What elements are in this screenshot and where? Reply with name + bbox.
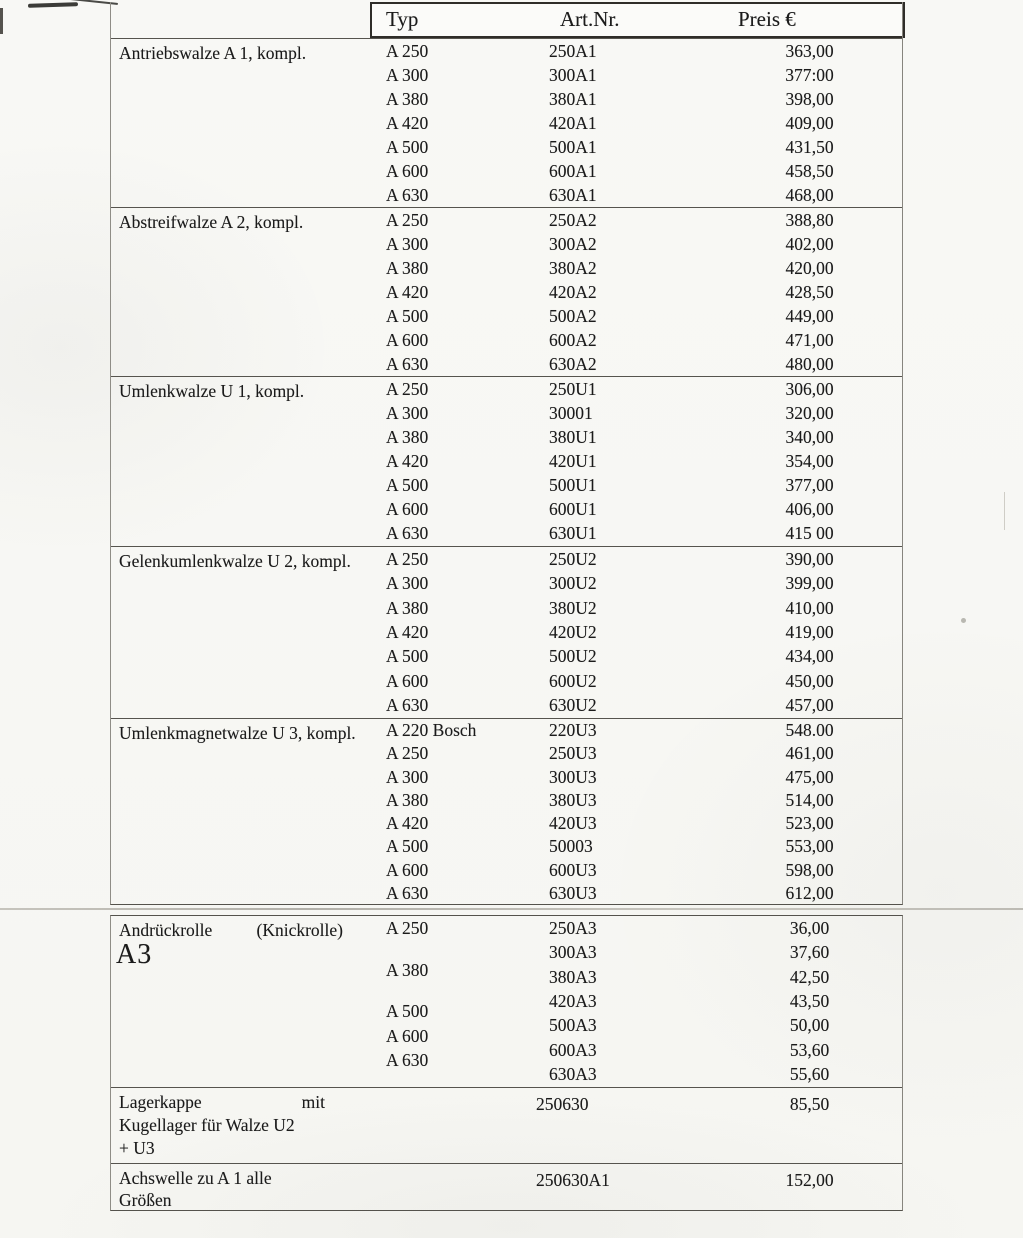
table-row [371, 1088, 902, 1115]
artnr-value: 300A2 [549, 233, 597, 254]
price-value: 598,00 [785, 859, 834, 880]
price-value: 415 00 [785, 523, 834, 544]
artnr-value: 250630A1 [536, 1170, 610, 1190]
product-name-cell [111, 39, 371, 207]
typ-value: A 420 [386, 621, 429, 642]
artnr-value: 50003 [549, 836, 593, 857]
product-name-text: Achswelle zu A 1 alle [119, 1168, 272, 1188]
table-row [371, 328, 902, 352]
typ-value: A 300 [386, 402, 429, 423]
typ-value: A 500 [386, 136, 429, 157]
artnr-value: 420A3 [549, 990, 597, 1011]
artnr-value: 380U1 [549, 426, 597, 447]
product-name-text: + U3 [119, 1138, 155, 1158]
artnr-value: 380U2 [549, 597, 597, 618]
table-row [371, 1164, 902, 1191]
table-row [371, 835, 902, 858]
typ-value: A 250 [386, 209, 429, 230]
typ-value: A 250 [386, 917, 429, 938]
section-u2 [111, 546, 902, 718]
table-row [371, 859, 902, 882]
artnr-value: 380A2 [549, 257, 597, 278]
typ-value: A 600 [386, 1025, 429, 1046]
product-name-line [119, 1091, 361, 1114]
artnr-value: 250A2 [549, 209, 597, 230]
header-preis: Preis € [738, 7, 796, 31]
table-row [371, 882, 902, 905]
product-name-cell [111, 1088, 371, 1163]
section-rows [371, 1088, 902, 1163]
section-a2 [111, 207, 902, 376]
artnr-value: 250630 [536, 1094, 589, 1114]
table-row [371, 789, 902, 812]
table-row [371, 694, 902, 718]
section-rows [371, 916, 902, 1087]
table-row [371, 232, 902, 256]
price-value: 450,00 [785, 670, 834, 691]
typ-value: A 600 [386, 499, 429, 520]
table-row [371, 87, 902, 111]
product-name-cell [111, 1164, 371, 1210]
price-value: 468,00 [785, 184, 834, 205]
header-typ: Typ [386, 7, 419, 31]
typ-value: A 420 [386, 281, 429, 302]
price-value: 457,00 [785, 695, 834, 716]
table-row [371, 159, 902, 183]
typ-value: A 300 [386, 233, 429, 254]
product-name-cell [111, 547, 371, 718]
table-row [371, 135, 902, 159]
artnr-value: 300A1 [549, 64, 597, 85]
price-value: 402,00 [785, 233, 834, 254]
price-value: 50,00 [789, 1015, 830, 1036]
header-artnr: Art.Nr. [560, 7, 620, 31]
table-row [371, 766, 902, 789]
price-value: 612,00 [785, 882, 834, 903]
scan-seam-line [0, 908, 1023, 910]
artnr-value: 600U2 [549, 670, 597, 691]
typ-value: A 220 Bosch [386, 720, 477, 741]
typ-value: A 630 [386, 353, 429, 374]
table-row [371, 449, 902, 473]
price-value: 434,00 [785, 646, 834, 667]
artnr-value: 250A3 [549, 917, 597, 938]
price-value: 480,00 [785, 353, 834, 374]
price-table-lower [110, 915, 903, 1211]
table-row [371, 1050, 902, 1087]
price-value: 152,00 [785, 1170, 834, 1190]
product-name-cell [111, 208, 371, 376]
product-name-text: Größen [119, 1190, 172, 1210]
table-row [371, 498, 902, 522]
typ-value: A 250 [386, 548, 429, 569]
table-row [371, 425, 902, 449]
artnr-value: 600A3 [549, 1039, 597, 1060]
section-u1 [111, 376, 902, 546]
price-value: 514,00 [785, 789, 834, 810]
typ-value: A 630 [386, 695, 429, 716]
price-value: 390,00 [785, 548, 834, 569]
price-table-upper [110, 2, 903, 905]
price-value: 37,60 [789, 942, 830, 963]
table-row [371, 916, 902, 940]
product-name-line [116, 939, 361, 970]
price-value: 377,00 [785, 475, 834, 496]
typ-value: A 500 [386, 1001, 429, 1022]
artnr-value: 300U3 [549, 766, 597, 787]
price-value: 410,00 [785, 597, 834, 618]
product-name-text: Umlenkwalze U 1, kompl. [119, 381, 305, 401]
typ-value: A 600 [386, 670, 429, 691]
typ-value: A 250 [386, 378, 429, 399]
section-achs [111, 1163, 902, 1210]
artnr-value: 300U2 [549, 573, 597, 594]
product-name-line [119, 722, 361, 745]
typ-value: A 380 [386, 88, 429, 109]
product-name-cell [111, 719, 371, 905]
price-value: 340,00 [785, 426, 834, 447]
table-row [371, 304, 902, 328]
section-rows [371, 547, 902, 718]
product-name-line [119, 1167, 361, 1189]
table-row [371, 596, 902, 620]
artnr-value: 380A3 [549, 966, 597, 987]
artnr-value: 250U1 [549, 378, 597, 399]
typ-value: A 500 [386, 836, 429, 857]
section-rows [371, 1164, 902, 1210]
product-name-line [119, 550, 361, 573]
table-row [371, 39, 902, 63]
typ-value: A 420 [386, 112, 429, 133]
product-name-text: Antriebswalze A 1, kompl. [119, 43, 307, 63]
artnr-value: 250A1 [549, 40, 597, 61]
artnr-value: 380A1 [549, 88, 597, 109]
product-name-text: mit [301, 1092, 325, 1112]
typ-value: A 300 [386, 766, 429, 787]
typ-value: A 380 [386, 426, 429, 447]
price-value: 458,50 [785, 160, 834, 181]
price-value: 354,00 [785, 450, 834, 471]
artnr-value: 630U3 [549, 882, 597, 903]
scan-corner-mark [28, 2, 78, 8]
table-row [371, 377, 902, 401]
table-row [371, 208, 902, 232]
artnr-value: 420U1 [549, 450, 597, 471]
product-name-text: Gelenkumlenkwalze U 2, kompl. [119, 551, 351, 571]
price-value: 377:00 [785, 64, 834, 85]
price-value: 399,00 [785, 573, 834, 594]
table-row [371, 256, 902, 280]
typ-value: A 380 [386, 597, 429, 618]
artnr-value: 630U2 [549, 695, 597, 716]
typ-value: A 630 [386, 882, 429, 903]
price-value: 420,00 [785, 257, 834, 278]
price-value: 398,00 [785, 88, 834, 109]
artnr-value: 630A1 [549, 184, 597, 205]
product-name-text: (Knickrolle) [256, 920, 343, 940]
price-value: 388,80 [785, 209, 834, 230]
product-name-line [119, 380, 361, 403]
product-name-line [119, 919, 361, 942]
price-value: 36,00 [789, 917, 830, 938]
typ-value: A 500 [386, 646, 429, 667]
price-value: 419,00 [785, 621, 834, 642]
scan-speck [961, 618, 966, 623]
typ-value: A 630 [386, 184, 429, 205]
price-value: 475,00 [785, 766, 834, 787]
price-value: 461,00 [785, 743, 834, 764]
artnr-value: 380U3 [549, 789, 597, 810]
table-row [371, 669, 902, 693]
product-name-cell [111, 377, 371, 546]
section-rows [371, 719, 902, 905]
section-rows [371, 39, 902, 207]
typ-value: A 500 [386, 305, 429, 326]
artnr-value: 630U1 [549, 523, 597, 544]
price-value: 431,50 [785, 136, 834, 157]
table-row [371, 959, 902, 989]
typ-value: A 630 [386, 1050, 429, 1071]
table-row [371, 352, 902, 376]
artnr-value: 600U3 [549, 859, 597, 880]
artnr-value: 300A3 [549, 942, 597, 963]
scan-left-edge-mark [0, 8, 3, 34]
table-row [371, 111, 902, 135]
section-a1 [111, 38, 902, 207]
price-value: 449,00 [785, 305, 834, 326]
table-row [371, 719, 902, 742]
table-row [371, 547, 902, 571]
typ-value: A 300 [386, 573, 429, 594]
table-row [371, 620, 902, 644]
product-name-text: Kugellager für Walze U2 [119, 1115, 295, 1135]
price-value: 320,00 [785, 402, 834, 423]
price-value: 406,00 [785, 499, 834, 520]
product-name-text: Andrückrolle [119, 920, 213, 940]
typ-value: A 600 [386, 329, 429, 350]
price-value: 42,50 [789, 966, 830, 987]
typ-value: A 380 [386, 959, 429, 980]
typ-value: A 380 [386, 789, 429, 810]
price-value: 428,50 [785, 281, 834, 302]
header-gap [111, 2, 902, 38]
typ-value: A 300 [386, 64, 429, 85]
product-name-text: Umlenkmagnetwalze U 3, kompl. [119, 723, 356, 743]
section-lager [111, 1087, 902, 1163]
table-row [371, 522, 902, 546]
table-row [371, 183, 902, 207]
table-row [371, 474, 902, 498]
artnr-value: 30001 [549, 402, 593, 423]
typ-value: A 500 [386, 475, 429, 496]
price-value: 523,00 [785, 813, 834, 834]
artnr-value: 420A1 [549, 112, 597, 133]
section-rows [371, 208, 902, 376]
price-value: 306,00 [785, 378, 834, 399]
product-name-text: Abstreifwalze A 2, kompl. [119, 212, 304, 232]
artnr-value: 420U2 [549, 621, 597, 642]
price-value: 548.00 [785, 720, 834, 741]
price-value: 409,00 [785, 112, 834, 133]
product-name-line [119, 1137, 361, 1160]
product-name-line [119, 1114, 361, 1137]
artnr-value: 600A2 [549, 329, 597, 350]
artnr-value: 500A2 [549, 305, 597, 326]
price-value: 55,60 [789, 1064, 830, 1085]
price-value: 53,60 [789, 1039, 830, 1060]
table-row [371, 280, 902, 304]
product-name-line [119, 42, 361, 65]
typ-value: A 420 [386, 813, 429, 834]
artnr-value: 420U3 [549, 813, 597, 834]
table-row [371, 645, 902, 669]
scan-crease-line [1004, 492, 1005, 530]
artnr-value: 250U3 [549, 743, 597, 764]
artnr-value: 630A3 [549, 1064, 597, 1085]
table-row [371, 571, 902, 595]
typ-value: A 250 [386, 40, 429, 61]
price-value: 363,00 [785, 40, 834, 61]
product-name-cell [111, 916, 371, 1087]
artnr-value: 420A2 [549, 281, 597, 302]
table-row [371, 401, 902, 425]
section-rows [371, 377, 902, 546]
product-name-text: Lagerkappe [119, 1092, 202, 1112]
table-row [371, 812, 902, 835]
product-name-line [119, 1189, 361, 1211]
section-a3 [111, 916, 902, 1087]
product-name-line [119, 211, 361, 234]
artnr-value: 600A1 [549, 160, 597, 181]
artnr-value: 250U2 [549, 548, 597, 569]
typ-value: A 250 [386, 743, 429, 764]
typ-value: A 600 [386, 160, 429, 181]
artnr-value: 500A3 [549, 1015, 597, 1036]
artnr-value: 500U2 [549, 646, 597, 667]
table-row [371, 63, 902, 87]
typ-value: A 420 [386, 450, 429, 471]
artnr-value: 500U1 [549, 475, 597, 496]
price-value: 553,00 [785, 836, 834, 857]
product-name-text: A3 [116, 939, 153, 970]
artnr-value: 500A1 [549, 136, 597, 157]
price-value: 471,00 [785, 329, 834, 350]
price-value: 43,50 [789, 990, 830, 1011]
typ-value: A 600 [386, 859, 429, 880]
artnr-value: 220U3 [549, 720, 597, 741]
artnr-value: 630A2 [549, 353, 597, 374]
section-u3 [111, 718, 902, 905]
price-value: 85,50 [789, 1094, 830, 1114]
table-row [371, 742, 902, 765]
artnr-value: 600U1 [549, 499, 597, 520]
typ-value: A 630 [386, 523, 429, 544]
typ-value: A 380 [386, 257, 429, 278]
